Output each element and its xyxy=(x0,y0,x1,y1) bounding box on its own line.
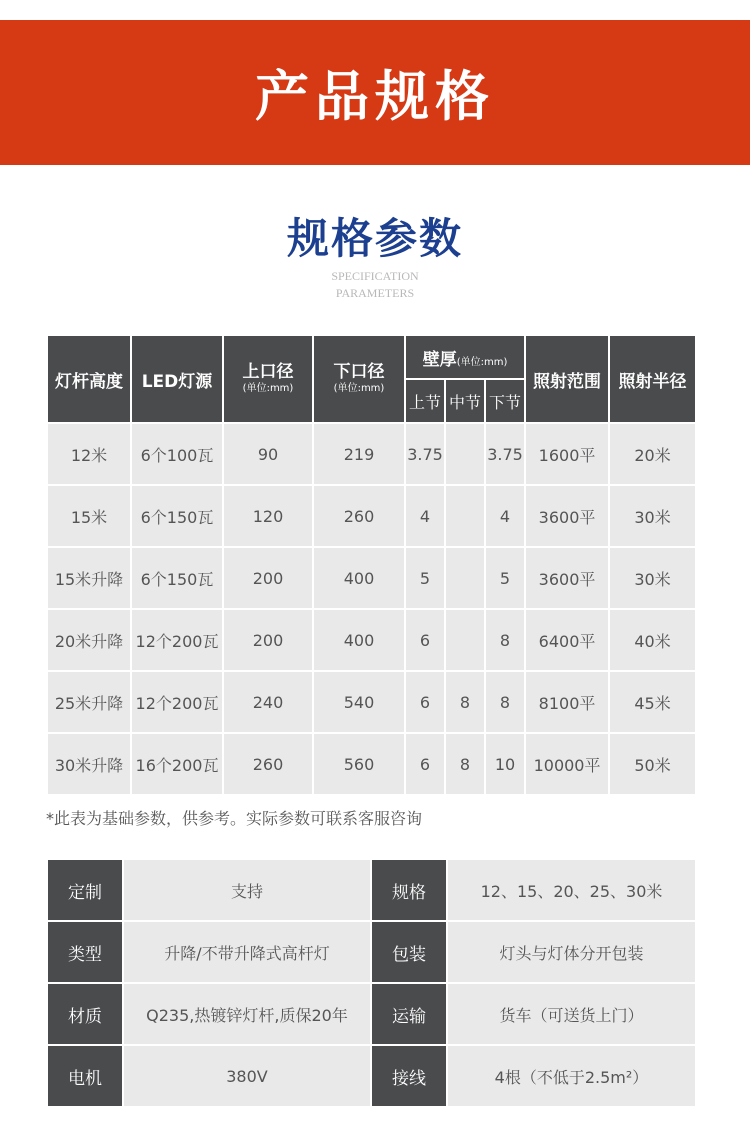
cell-radius: 30米 xyxy=(609,547,696,609)
cell-range: 3600平 xyxy=(525,547,609,609)
cell-top: 90 xyxy=(223,423,313,485)
cell-radius: 20米 xyxy=(609,423,696,485)
cell-middle: 8 xyxy=(445,671,485,733)
header-bottom-diameter-unit: (单位:mm) xyxy=(333,383,385,394)
cell-bottom: 400 xyxy=(313,547,405,609)
cell-height: 25米升降 xyxy=(47,671,131,733)
table-row xyxy=(47,671,696,733)
cell-middle: 8 xyxy=(445,733,485,795)
table-row xyxy=(47,547,696,609)
cell-upper: 6 xyxy=(405,733,445,795)
header-bottom-diameter xyxy=(313,335,405,423)
property-key: 接线 xyxy=(371,1045,447,1107)
header-height: 灯杆高度 xyxy=(47,335,131,423)
cell-top: 240 xyxy=(223,671,313,733)
property-key: 电机 xyxy=(47,1045,123,1107)
cell-lower: 8 xyxy=(485,671,525,733)
header-range: 照射范围 xyxy=(525,335,609,423)
cell-lower: 10 xyxy=(485,733,525,795)
header-top-diameter xyxy=(223,335,313,423)
property-key: 定制 xyxy=(47,859,123,921)
title-banner xyxy=(0,20,750,165)
header-bottom-diameter-label: 下口径 xyxy=(333,362,385,382)
cell-range: 8100平 xyxy=(525,671,609,733)
property-value: 4根（不低于2.5m²） xyxy=(447,1045,696,1107)
header-wall-unit: (单位:mm) xyxy=(456,356,508,368)
property-key: 包装 xyxy=(371,921,447,983)
cell-top: 260 xyxy=(223,733,313,795)
cell-range: 3600平 xyxy=(525,485,609,547)
header-top-diameter-label: 上口径 xyxy=(242,362,294,382)
property-key: 类型 xyxy=(47,921,123,983)
header-radius: 照射半径 xyxy=(609,335,696,423)
cell-upper: 6 xyxy=(405,609,445,671)
cell-lower: 3.75 xyxy=(485,423,525,485)
cell-bottom: 219 xyxy=(313,423,405,485)
property-value: 货车（可送货上门） xyxy=(447,983,696,1045)
cell-height: 12米 xyxy=(47,423,131,485)
header-wall-middle: 中节 xyxy=(445,379,485,423)
section-subtitle-line2: PARAMETERS xyxy=(335,286,415,300)
cell-height: 15米 xyxy=(47,485,131,547)
table-row xyxy=(47,485,696,547)
header-wall xyxy=(405,335,525,379)
cell-top: 120 xyxy=(223,485,313,547)
header-wall-upper: 上节 xyxy=(405,379,445,423)
cell-radius: 50米 xyxy=(609,733,696,795)
cell-upper: 6 xyxy=(405,671,445,733)
footnote: *此表为基础参数，供参考。实际参数可联系客服咨询 xyxy=(46,809,423,828)
table-row xyxy=(47,609,696,671)
property-row xyxy=(47,983,696,1045)
cell-height: 15米升降 xyxy=(47,547,131,609)
properties-table xyxy=(46,858,697,1108)
property-value: 升降/不带升降式高杆灯 xyxy=(123,921,371,983)
cell-lower: 4 xyxy=(485,485,525,547)
property-value: 12、15、20、25、30米 xyxy=(447,859,696,921)
table-row xyxy=(47,423,696,485)
cell-height: 20米升降 xyxy=(47,609,131,671)
section-title: 规格参数 xyxy=(286,214,463,263)
header-wall-label: 壁厚 xyxy=(422,349,457,370)
cell-middle xyxy=(445,423,485,485)
cell-led: 6个100瓦 xyxy=(131,423,223,485)
cell-range: 10000平 xyxy=(525,733,609,795)
cell-top: 200 xyxy=(223,609,313,671)
header-top-diameter-unit: (单位:mm) xyxy=(242,383,294,394)
table-row xyxy=(47,733,696,795)
cell-height: 30米升降 xyxy=(47,733,131,795)
cell-led: 6个150瓦 xyxy=(131,547,223,609)
section-subtitle xyxy=(0,268,750,302)
cell-upper: 3.75 xyxy=(405,423,445,485)
property-value: 380V xyxy=(123,1045,371,1107)
property-key: 材质 xyxy=(47,983,123,1045)
cell-led: 12个200瓦 xyxy=(131,609,223,671)
cell-radius: 30米 xyxy=(609,485,696,547)
property-value: 灯头与灯体分开包装 xyxy=(447,921,696,983)
cell-lower: 8 xyxy=(485,609,525,671)
cell-middle xyxy=(445,609,485,671)
cell-upper: 5 xyxy=(405,547,445,609)
cell-upper: 4 xyxy=(405,485,445,547)
cell-middle xyxy=(445,547,485,609)
header-led: LED灯源 xyxy=(131,335,223,423)
cell-bottom: 400 xyxy=(313,609,405,671)
cell-bottom: 540 xyxy=(313,671,405,733)
cell-range: 6400平 xyxy=(525,609,609,671)
cell-range: 1600平 xyxy=(525,423,609,485)
cell-led: 12个200瓦 xyxy=(131,671,223,733)
cell-radius: 40米 xyxy=(609,609,696,671)
cell-led: 6个150瓦 xyxy=(131,485,223,547)
cell-radius: 45米 xyxy=(609,671,696,733)
property-row xyxy=(47,859,696,921)
cell-bottom: 560 xyxy=(313,733,405,795)
property-value: Q235,热镀锌灯杆,质保20年 xyxy=(123,983,371,1045)
property-value: 支持 xyxy=(123,859,371,921)
banner-title: 产品规格 xyxy=(255,65,495,128)
header-wall-lower: 下节 xyxy=(485,379,525,423)
property-row xyxy=(47,921,696,983)
property-row xyxy=(47,1045,696,1107)
cell-middle xyxy=(445,485,485,547)
cell-led: 16个200瓦 xyxy=(131,733,223,795)
cell-top: 200 xyxy=(223,547,313,609)
section-subtitle-line1: SPECIFICATION xyxy=(331,269,419,283)
spec-table xyxy=(46,334,697,796)
cell-lower: 5 xyxy=(485,547,525,609)
property-key: 规格 xyxy=(371,859,447,921)
property-key: 运输 xyxy=(371,983,447,1045)
cell-bottom: 260 xyxy=(313,485,405,547)
